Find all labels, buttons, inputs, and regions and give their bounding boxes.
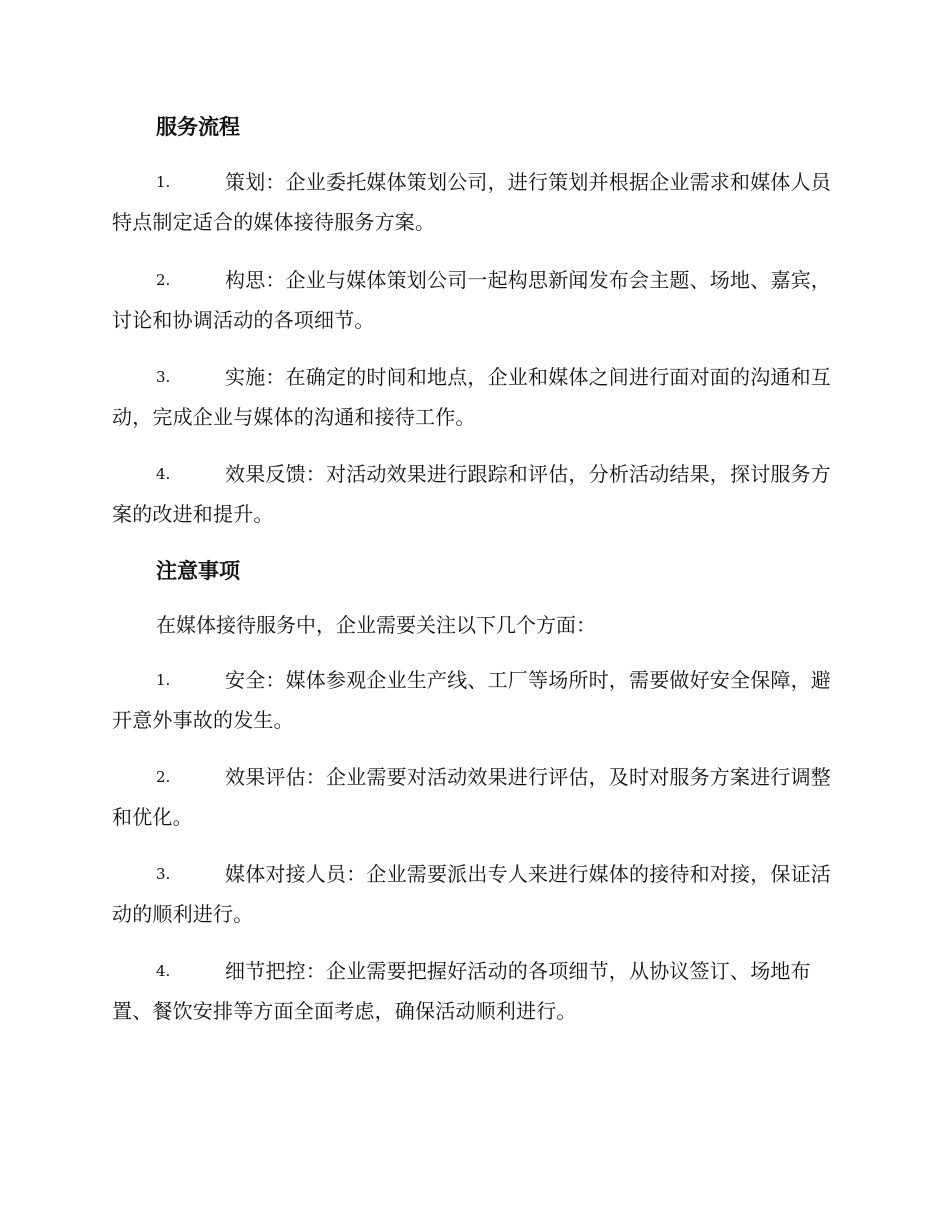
list-item <box>112 854 836 934</box>
list-item-text: 媒体对接人员：企业需要派出专人来进行媒体的接待和对接，保证活动的顺利进行。 <box>112 862 831 926</box>
list-item-text: 效果评估：企业需要对活动效果进行评估，及时对服务方案进行调整和优化。 <box>112 765 831 829</box>
list-item-text: 细节把控：企业需要把握好活动的各项细节，从协议签订、场地布置、餐饮安排等方面全面考虑，确保活动顺利进行。 <box>112 959 811 1023</box>
section-heading-service-process: 服务流程 <box>156 114 240 139</box>
list-item-number: 4. <box>156 962 171 980</box>
list-item-text: 效果反馈：对活动效果进行跟踪和评估，分析活动结果，探讨服务方案的改进和提升。 <box>112 462 831 526</box>
section-heading-notes: 注意事项 <box>156 558 240 583</box>
list-item-number: 3. <box>156 368 171 386</box>
list-item-number: 3. <box>156 865 171 883</box>
list-item <box>112 951 836 1031</box>
list-item-text: 实施：在确定的时间和地点，企业和媒体之间进行面对面的沟通和互动，完成企业与媒体的沟通和接待工作。 <box>112 365 831 429</box>
list-item <box>112 757 836 837</box>
list-item <box>112 660 836 740</box>
list-item-text: 安全：媒体参观企业生产线、工厂等场所时，需要做好安全保障，避开意外事故的发生。 <box>112 668 831 732</box>
list-item <box>112 454 836 534</box>
list-item-number: 2. <box>156 271 171 289</box>
list-item-number: 4. <box>156 465 171 483</box>
list-item-text: 策划：企业委托媒体策划公司，进行策划并根据企业需求和媒体人员特点制定适合的媒体接待服务方案。 <box>112 170 831 234</box>
section-intro: 在媒体接待服务中，企业需要关注以下几个方面： <box>156 613 596 637</box>
list-item-number: 1. <box>156 173 171 191</box>
list-item-number: 2. <box>156 768 171 786</box>
list-item-number: 1. <box>156 671 171 689</box>
list-item <box>112 162 836 242</box>
list-item <box>112 357 836 437</box>
list-item-text: 构思：企业与媒体策划公司一起构思新闻发布会主题、场地、嘉宾，讨论和协调活动的各项细节。 <box>112 268 831 332</box>
list-item <box>112 260 836 340</box>
